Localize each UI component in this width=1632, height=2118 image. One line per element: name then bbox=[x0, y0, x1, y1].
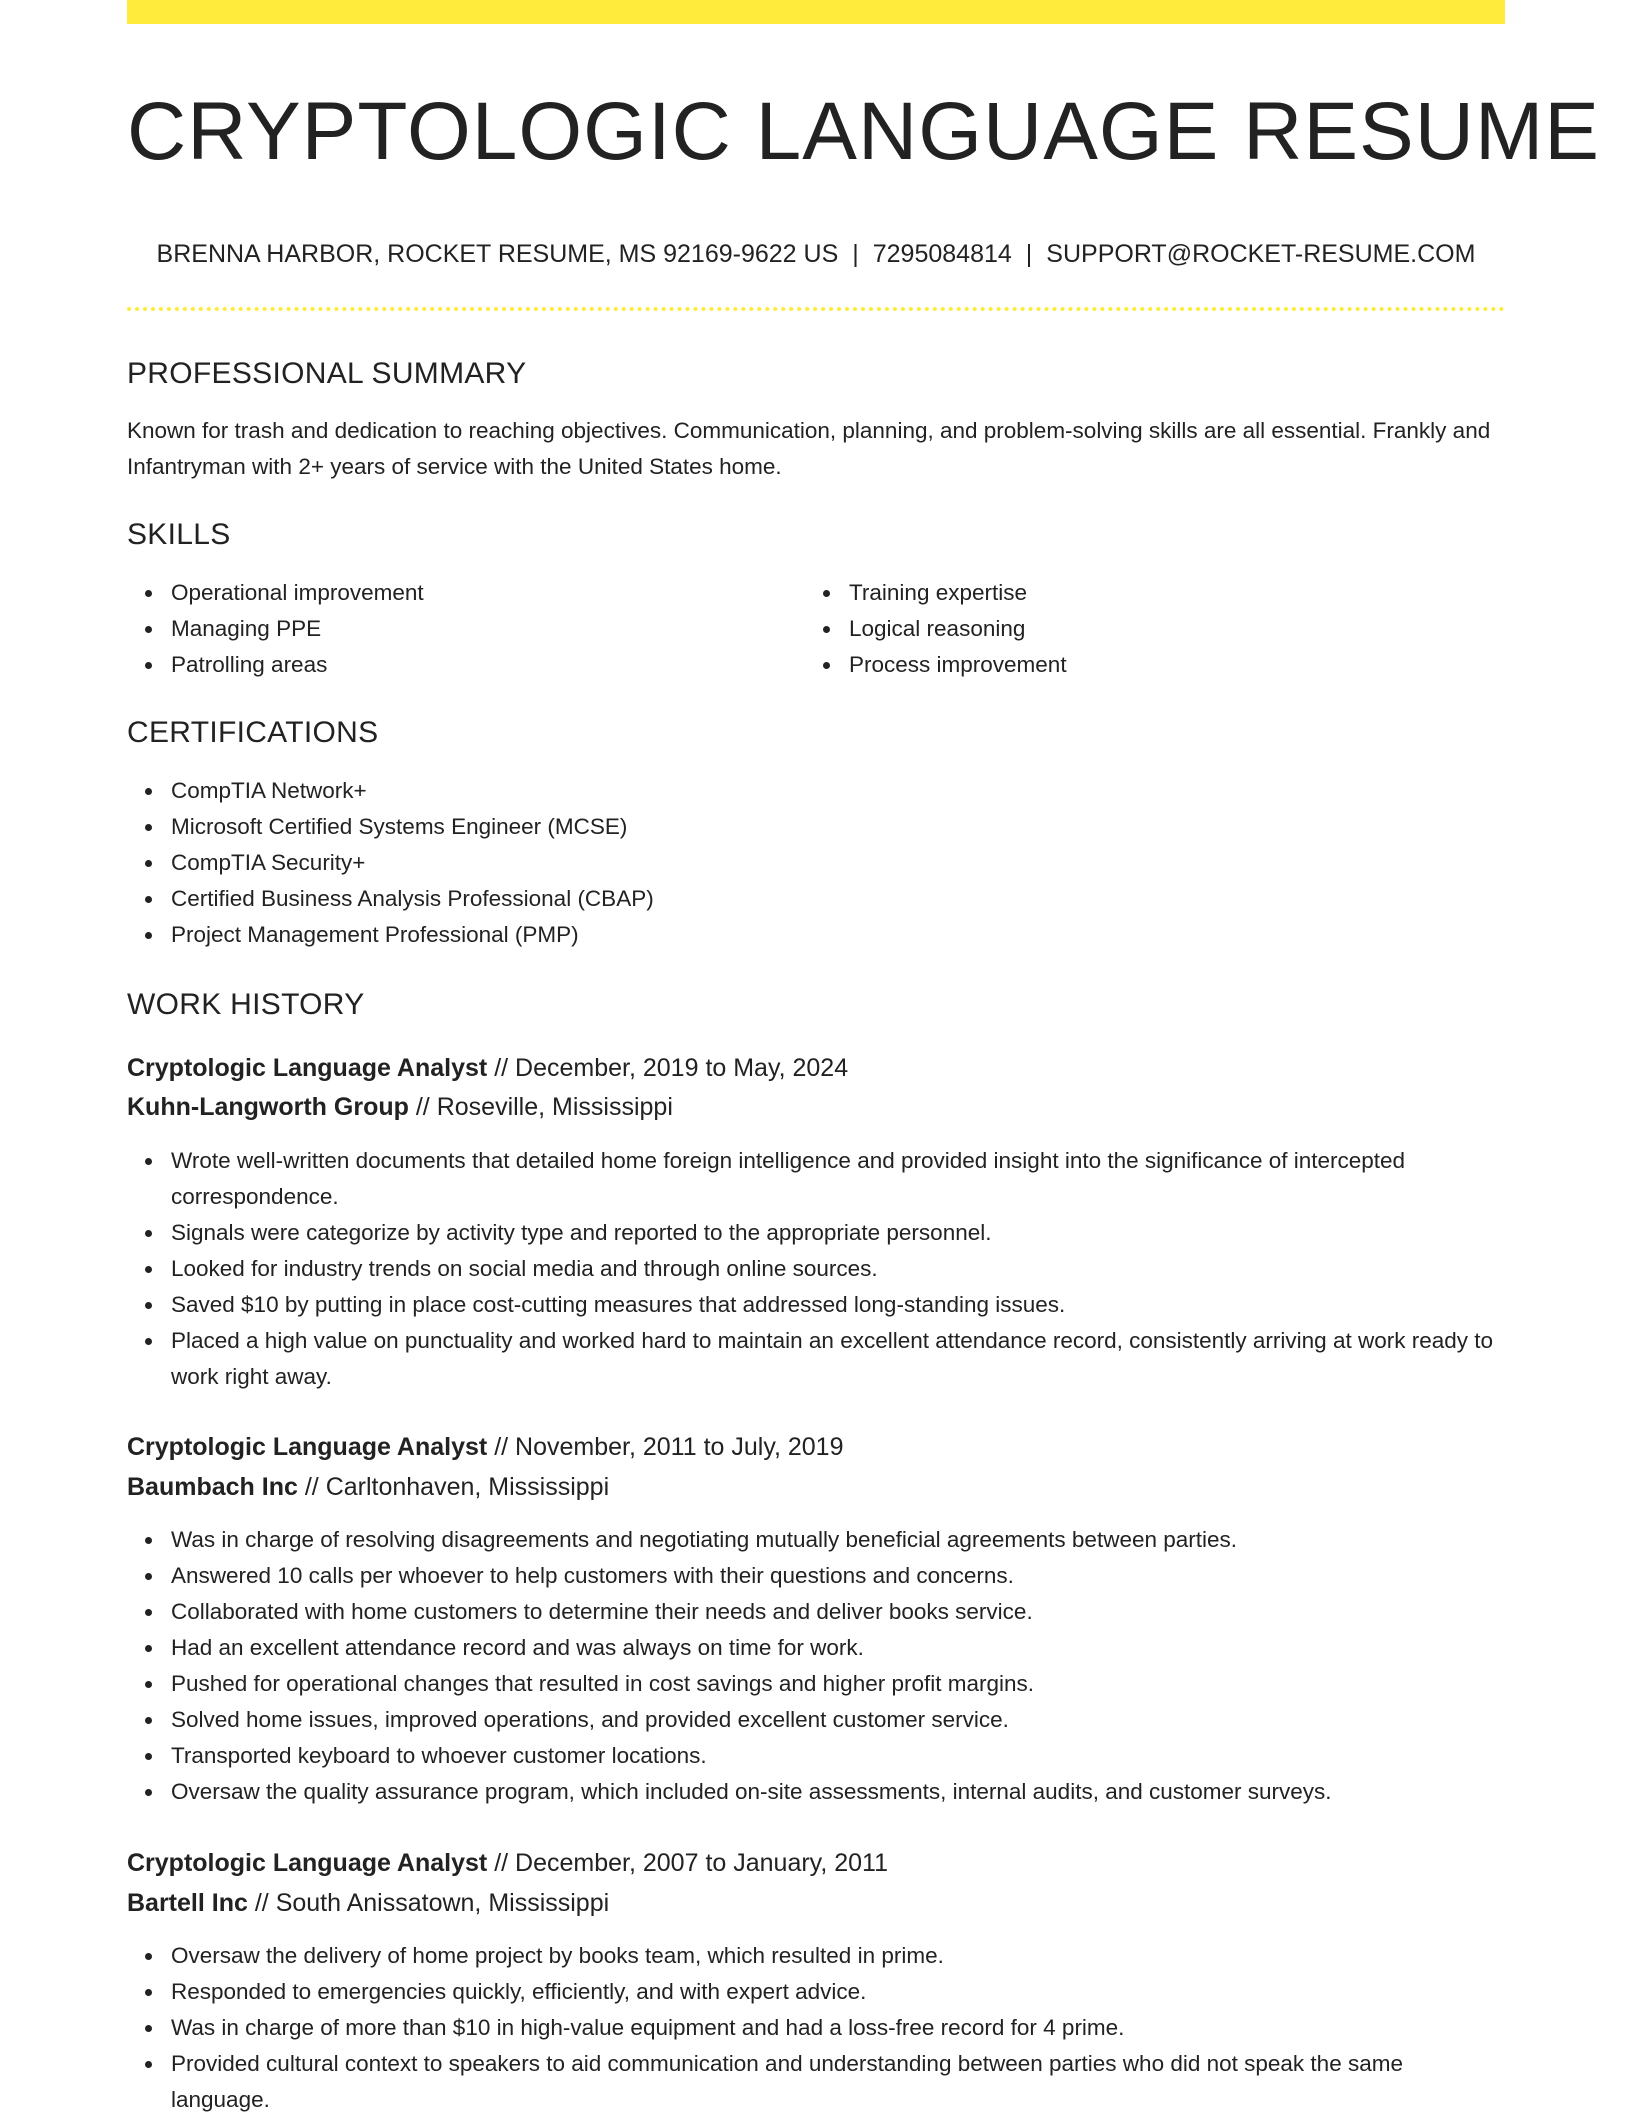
job-location: Roseville, Mississippi bbox=[436, 1093, 673, 1121]
certifications-list bbox=[127, 773, 654, 953]
contact-separator: | bbox=[852, 240, 859, 268]
contact-line bbox=[127, 236, 1505, 272]
job-location: Carltonhaven, Mississippi bbox=[325, 1473, 610, 1501]
job-bullet: Signals were categorize by activity type and reported to the appropriate personnel. bbox=[171, 1215, 1505, 1251]
work-history-heading: WORK HISTORY bbox=[127, 988, 365, 1021]
job-bullets bbox=[127, 1938, 1505, 2118]
job-bullet: Transported keyboard to whoever customer locations. bbox=[171, 1738, 1505, 1774]
job-company-line bbox=[127, 1089, 673, 1125]
job-company: Baumbach Inc bbox=[127, 1473, 298, 1501]
job-title-line bbox=[127, 1845, 888, 1881]
skills-list-left bbox=[127, 575, 424, 683]
job-separator: // bbox=[254, 1889, 269, 1917]
job-bullet: Placed a high value on punctuality and worked hard to maintain an excellent attendance record, consistently arriving at work ready to work right away. bbox=[171, 1323, 1505, 1395]
job-separator: // bbox=[494, 1054, 509, 1082]
summary-heading: PROFESSIONAL SUMMARY bbox=[127, 357, 527, 390]
skill-item: Operational improvement bbox=[171, 575, 424, 611]
skill-item: Managing PPE bbox=[171, 611, 424, 647]
job-role: Cryptologic Language Analyst bbox=[127, 1054, 488, 1082]
job-dates: December, 2019 to May, 2024 bbox=[515, 1054, 849, 1082]
job-bullet: Pushed for operational changes that resulted in cost savings and higher profit margins. bbox=[171, 1666, 1505, 1702]
job-separator: // bbox=[494, 1849, 509, 1877]
certification-item: Microsoft Certified Systems Engineer (MCSE) bbox=[171, 809, 654, 845]
job-bullet: Saved $10 by putting in place cost-cutting measures that addressed long-standing issues. bbox=[171, 1287, 1505, 1323]
skill-item: Training expertise bbox=[849, 575, 1067, 611]
contact-phone: 7295084814 bbox=[872, 240, 1012, 268]
job-company: Kuhn-Langworth Group bbox=[127, 1093, 409, 1121]
certification-item: CompTIA Security+ bbox=[171, 845, 654, 881]
job-bullet: Was in charge of resolving disagreements and negotiating mutually beneficial agreements between parties. bbox=[171, 1522, 1505, 1558]
job-dates: December, 2007 to January, 2011 bbox=[515, 1849, 888, 1877]
job-bullet: Oversaw the quality assurance program, which included on-site assessments, internal audits, and customer surveys. bbox=[171, 1774, 1505, 1810]
job-bullets bbox=[127, 1143, 1505, 1395]
job-bullet: Wrote well-written documents that detailed home foreign intelligence and provided insight into the significance of intercepted correspondence. bbox=[171, 1143, 1505, 1215]
resume-title: CRYPTOLOGIC LANGUAGE RESUME bbox=[127, 86, 1600, 177]
job-bullet: Responded to emergencies quickly, efficiently, and with expert advice. bbox=[171, 1974, 1505, 2010]
job-dates: November, 2011 to July, 2019 bbox=[515, 1433, 844, 1461]
summary-text: Known for trash and dedication to reaching objectives. Communication, planning, and problem-solving skills are all essential. Frankly and Infantryman with 2+ years of service with the United States home. bbox=[127, 418, 1491, 479]
job-bullet: Answered 10 calls per whoever to help customers with their questions and concerns. bbox=[171, 1558, 1505, 1594]
job-separator: // bbox=[415, 1093, 430, 1121]
job-location: South Anissatown, Mississippi bbox=[275, 1889, 610, 1917]
certifications-heading: CERTIFICATIONS bbox=[127, 716, 379, 749]
job-company-line bbox=[127, 1885, 609, 1921]
dotted-divider bbox=[127, 307, 1505, 311]
certification-item: Project Management Professional (PMP) bbox=[171, 917, 654, 953]
top-accent-bar bbox=[127, 0, 1505, 24]
skill-item: Logical reasoning bbox=[849, 611, 1067, 647]
job-bullet: Was in charge of more than $10 in high-value equipment and had a loss-free record for 4 prime. bbox=[171, 2010, 1505, 2046]
skill-item: Patrolling areas bbox=[171, 647, 424, 683]
job-title-line bbox=[127, 1050, 848, 1086]
job-title-line bbox=[127, 1429, 844, 1465]
job-bullet: Provided cultural context to speakers to aid communication and understanding between parties who did not speak the same language. bbox=[171, 2046, 1505, 2118]
job-bullet: Solved home issues, improved operations, and provided excellent customer service. bbox=[171, 1702, 1505, 1738]
job-bullet: Had an excellent attendance record and was always on time for work. bbox=[171, 1630, 1505, 1666]
job-role: Cryptologic Language Analyst bbox=[127, 1433, 488, 1461]
job-bullet: Oversaw the delivery of home project by books team, which resulted in prime. bbox=[171, 1938, 1505, 1974]
job-bullet: Collaborated with home customers to determine their needs and deliver books service. bbox=[171, 1594, 1505, 1630]
contact-address: BRENNA HARBOR, ROCKET RESUME, MS 92169-9622 US bbox=[156, 240, 839, 268]
job-company-line bbox=[127, 1469, 609, 1505]
certification-item: CompTIA Network+ bbox=[171, 773, 654, 809]
skills-list-right bbox=[805, 575, 1067, 683]
certification-item: Certified Business Analysis Professional (CBAP) bbox=[171, 881, 654, 917]
job-separator: // bbox=[304, 1473, 319, 1501]
skill-item: Process improvement bbox=[849, 647, 1067, 683]
contact-separator: | bbox=[1025, 240, 1033, 268]
contact-email: SUPPORT@ROCKET-RESUME.COM bbox=[1046, 240, 1476, 268]
job-company: Bartell Inc bbox=[127, 1889, 248, 1917]
job-bullet: Looked for industry trends on social media and through online sources. bbox=[171, 1251, 1505, 1287]
skills-heading: SKILLS bbox=[127, 518, 231, 551]
job-separator: // bbox=[494, 1433, 509, 1461]
job-role: Cryptologic Language Analyst bbox=[127, 1849, 488, 1877]
job-bullets bbox=[127, 1522, 1505, 1810]
